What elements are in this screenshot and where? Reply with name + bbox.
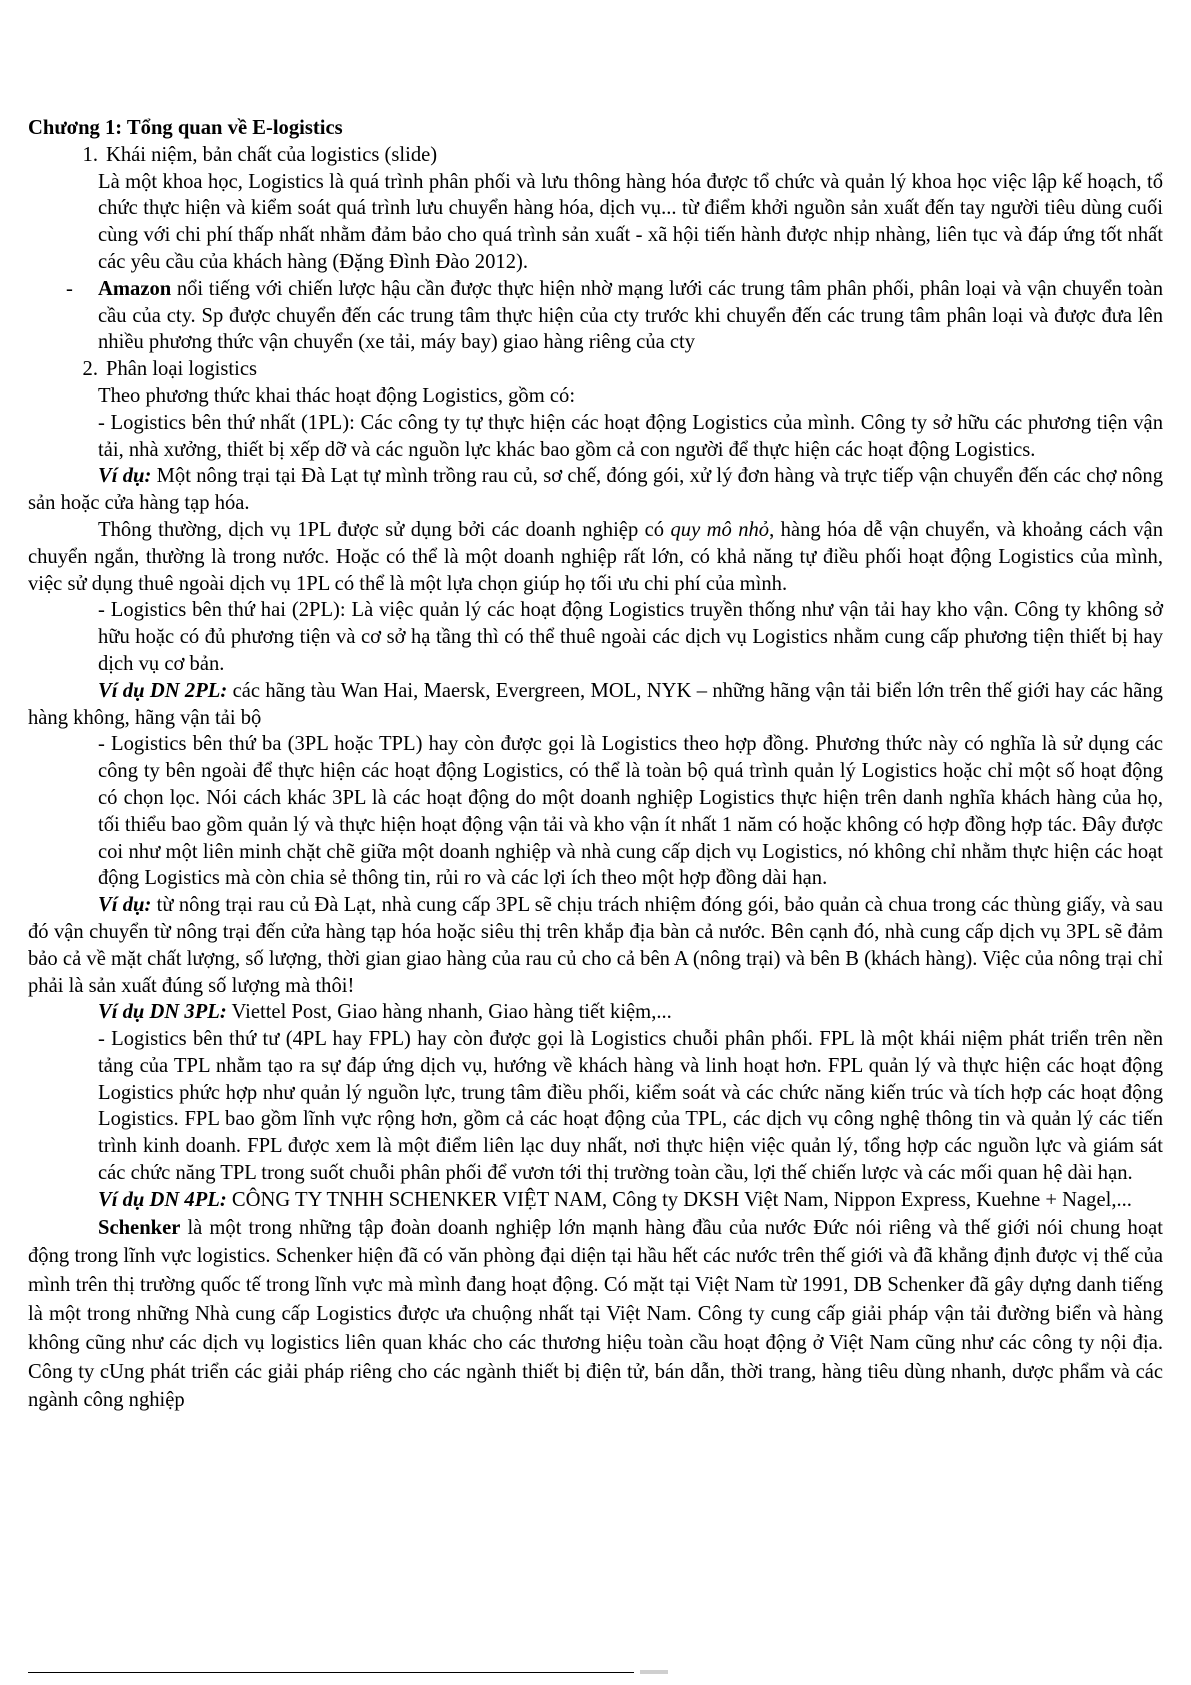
pl4-paragraph: - Logistics bên thứ tư (4PL hay FPL) hay còn được gọi là Logistics chuỗi phân phối. FPL là một khái niệm phát triển trên nền tảng của TPL nhằm tạo ra sự đáp ứng dịch vụ, hướng về khách hàng và linh hoạt hơn. FPL quản lý và thực hiện các hoạt động Logistics phức hợp như quản lý nguồn lực, trung tâm điều phối, kiểm soát và các chức năng kiến trúc và tích hợp các hoạt động Logistics. FPL bao gồm lĩnh vực rộng hơn, gồm cả các hoạt động của TPL, các dịch vụ công nghệ thông tin và quản lý các tiến trình kinh doanh. FPL được xem là một điểm liên lạc duy nhất, nơi thực hiện việc quản lý, tổng hợp các nguồn lực và giám sát các chức năng TPL trong suốt chuỗi phân phối để vươn tới thị trường toàn cầu, lợi thế chiến lược và các mối quan hệ dài hạn. (98, 1028, 1163, 1185)
pl1-note-italic: quy mô nhỏ (670, 518, 770, 541)
pl3-dn-example (28, 999, 1163, 1026)
pl3-example-label: Ví dụ: (98, 894, 152, 917)
amazon-bullet (28, 276, 1163, 356)
pl1-note-part-b: , hàng hóa dễ vận chuyển, và khoảng cách vận chuyển ngắn, thường là trong nước. Hoặc có thể là một doanh nghiệp rất lớn, có khả năng tự điều phối hoạt động Logistics của mình, việc sử dụng thuê ngoài dịch vụ 1PL có thể là một lựa chọn giúp họ tối ưu chi phí của mình. (28, 518, 1163, 595)
schenker-bold: Schenker (98, 1216, 181, 1239)
pl4-dn-text: CÔNG TY TNHH SCHENKER VIỆT NAM, Công ty DKSH Việt Nam, Nippon Express, Kuehne + Nagel,... (226, 1188, 1132, 1211)
chapter-title: Chương 1: Tổng quan về E-logistics (28, 117, 343, 139)
schenker-text: là một trong những tập đoàn doanh nghiệp lớn mạnh hàng đầu của nước Đức nói riêng và thế giới nói chung hoạt động trong lĩnh vực logistics. Schenker hiện đã có văn phòng đại diện tại hầu hết các nước trên thế giới và đã khẳng định được vị thế của mình trên thị trường quốc tế trong lĩnh vực mà mình đang hoạt động. Có mặt tại Việt Nam từ 1991, DB Schenker đã gây dựng danh tiếng là một trong những Nhà cung cấp Logistics được ưa chuộng nhất tại Việt Nam. Công ty cung cấp giải pháp vận tải đường biển và hàng không cũng như các dịch vụ logistics liên quan khác cho các thương hiệu toàn cầu hoạt động ở Việt Nam cũng như các công ty nội địa. Công ty cUng phát triển các giải pháp riêng cho các ngành thiết bị điện tử, bán dẫn, thời trang, hàng tiêu dùng nhanh, dược phẩm và các ngành công nghiệp (28, 1216, 1163, 1412)
pl1-paragraph: - Logistics bên thứ nhất (1PL): Các công ty tự thực hiện các hoạt động Logistics của mình. Công ty sở hữu các phương tiện vận tải, nhà xưởng, thiết bị xếp dỡ và các nguồn lực khác bao gồm cả con người để thực hiện các hoạt động Logistics. (98, 411, 1163, 461)
pl2-paragraph: - Logistics bên thứ hai (2PL): Là việc quản lý các hoạt động Logistics truyền thống như vận tải hay kho vận. Công ty không sở hữu hoặc có đủ phương tiện và cơ sở hạ tầng thì có thể thuê ngoài các dịch vụ Logistics nhằm cung cấp phương tiện thiết bị hay dịch vụ cơ bản. (98, 599, 1163, 675)
section-1-title: Khái niệm, bản chất của logistics (slide) (106, 143, 438, 166)
pl1-note (28, 517, 1163, 597)
section-2-number: 2. (82, 358, 98, 381)
amazon-text: nổi tiếng với chiến lược hậu cần được thực hiện nhờ mạng lưới các trung tâm phân phối, phân loại và vận chuyển toàn cầu của cty. Sp được chuyển đến các trung tâm thực hiện của cty trước khi chuyển đến các trung tâm phân loại và được đưa lên nhiều phương thức vận chuyển (xe tải, máy bay) giao hàng riêng của cty (98, 277, 1163, 354)
section-2-title: Phân loại logistics (106, 358, 258, 381)
pl3-dn-text: Viettel Post, Giao hàng nhanh, Giao hàng tiết kiệm,... (226, 1001, 672, 1024)
pl2-example-text: các hãng tàu Wan Hai, Maersk, Evergreen, MOL, NYK – những hãng vận tải biển lớn trên thế giới hay các hãng hàng không, hãng vận tải bộ (28, 679, 1163, 729)
pl3-example (28, 892, 1163, 999)
pl1-example-label: Ví dụ: (98, 465, 152, 488)
pl3-paragraph: - Logistics bên thứ ba (3PL hoặc TPL) hay còn được gọi là Logistics theo hợp đồng. Phương thức này có nghĩa là sử dụng các công ty bên ngoài để thực hiện các hoạt động Logistics, có thể là toàn bộ quá trình quản lý Logistics hoặc chỉ một số hoạt động có chọn lọc. Nói cách khác 3PL là các hoạt động do một doanh nghiệp Logistics thực hiện trên danh nghĩa khách hàng của họ, tối thiểu bao gồm quản lý và thực hiện hoạt động vận tải và kho vận ít nhất 1 năm có hoặc không có hợp đồng hợp tác. Đây được coi như một liên minh chặt chẽ giữa một doanh nghiệp và nhà cung cấp dịch vụ Logistics, nó không chỉ nhằm thực hiện các hoạt động Logistics mà còn chia sẻ thông tin, rủi ro và các lợi ích theo một hợp đồng dài hạn. (98, 733, 1163, 890)
section-1-heading (28, 142, 1163, 169)
bullet-dash: - (66, 277, 73, 300)
section-2-heading (28, 356, 1163, 383)
pl2-example (28, 678, 1163, 732)
amazon-paragraph (98, 276, 1163, 356)
document-page (28, 115, 1163, 1415)
classification-intro: Theo phương thức khai thác hoạt động Logistics, gồm có: (98, 384, 576, 407)
pl3-example-text: từ nông trại rau củ Đà Lạt, nhà cung cấp 3PL sẽ chịu trách nhiệm đóng gói, bảo quản cà chua trong các thùng giấy, và sau đó vận chuyển từ nông trại đến cửa hàng tạp hóa hoặc siêu thị trên khắp địa bàn cả nước. Bên cạnh đó, nhà cung cấp dịch vụ 3PL sẽ đảm bảo cả về mặt chất lượng, số lượng, thời gian giao hàng của rau củ cho cả bên A (nông trại) và bên B (khách hàng). Việc của nông trại chỉ phải là sản xuất đúng số lượng mà thôi! (28, 894, 1163, 997)
pl1-example-text: Một nông trại tại Đà Lạt tự mình trồng rau củ, sơ chế, đóng gói, xử lý đơn hàng và trực tiếp vận chuyển đến các chợ nông sản hoặc cửa hàng tạp hóa. (28, 465, 1163, 515)
footnote-separator (28, 1672, 634, 1673)
pl2-example-label: Ví dụ DN 2PL: (98, 679, 228, 702)
pl1-example (28, 463, 1163, 517)
schenker-paragraph (28, 1214, 1163, 1416)
logistics-definition: Là một khoa học, Logistics là quá trình phân phối và lưu thông hàng hóa được tổ chức và quản lý khoa học việc lập kế hoạch, tổ chức thực hiện và kiểm soát quá trình lưu chuyển hàng hóa, dịch vụ... từ điểm khởi nguồn sản xuất đến tay người tiêu dùng cuối cùng với chi phí thấp nhất nhằm đảm bảo cho quá trình sản xuất - xã hội tiến hành được nhịp nhàng, liên tục và đáp ứng tốt nhất các yêu cầu của khách hàng (Đặng Đình Đào 2012). (98, 170, 1163, 273)
pl3-dn-label: Ví dụ DN 3PL: (98, 1001, 227, 1024)
pl4-dn-example (28, 1187, 1163, 1214)
page-mark (640, 1670, 668, 1674)
amazon-bold: Amazon (98, 277, 172, 300)
pl4-dn-label: Ví dụ DN 4PL: (98, 1188, 227, 1211)
section-1-number: 1. (82, 143, 98, 166)
pl1-note-part-a: Thông thường, dịch vụ 1PL được sử dụng bởi các doanh nghiệp có (98, 518, 671, 541)
